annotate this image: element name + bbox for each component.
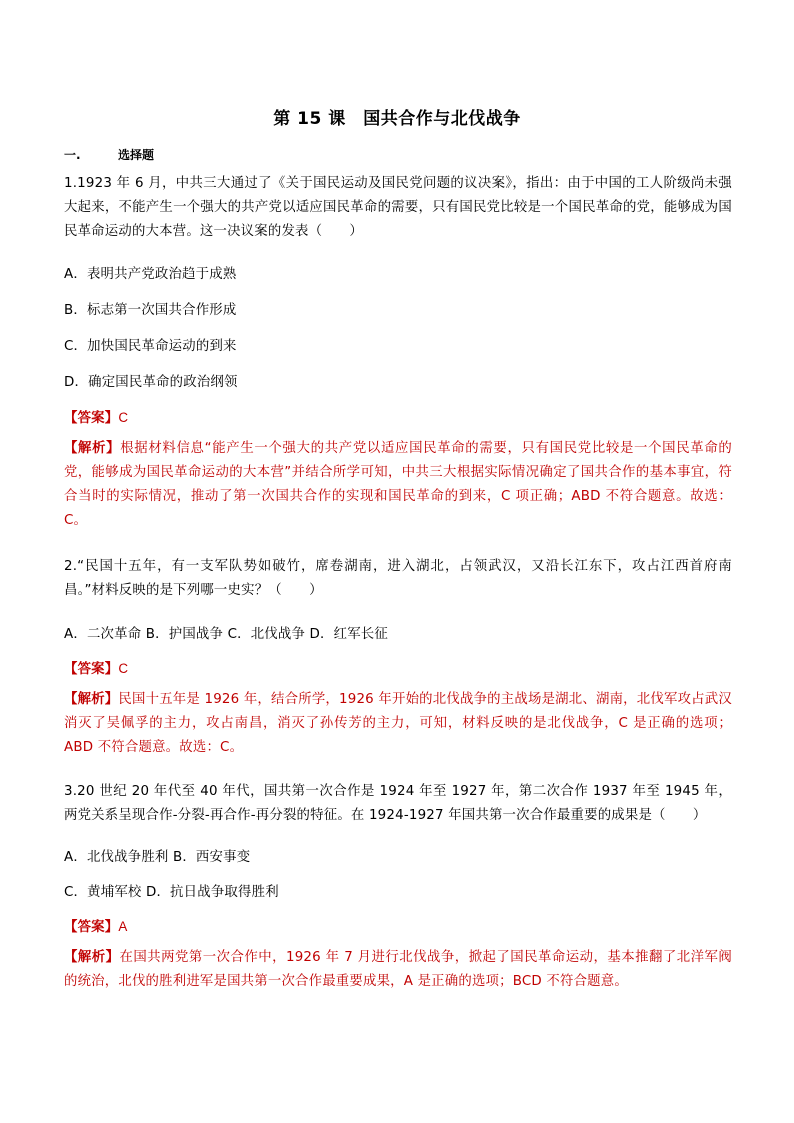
question-2-stem: 2.“民国十五年，有一支军队势如破竹，席卷湖南，进入湖北，占领武汉，又沿长江东下，攻占江西首府南昌。”材料反映的是下列哪一史实？（ ） [64,559,732,598]
question-3-stem: 3.20 世纪 20 年代至 40 年代，国共第一次合作是 1924 年至 1927 年，第二次合作 1937 年至 1945 年，两党关系呈现合作-分裂-再合作-再分裂的特征。在 1924-1927 年国共第一次合作最重要的成果是（ ） [64,784,732,823]
question-2-analysis [64,688,732,760]
analysis-text: 在国共两党第一次合作中，1926 年 7 月进行北伐战争，掀起了国民革命运动，基本推翻了北洋军阀的统治，北伐的胜利进军是国共第一次合作最重要成果，A 是正确的选项；BCD 不符合题意。 [64,950,732,989]
question-1-option-d: D．确定国民革命的政治纲领 [64,375,238,390]
question-3-options-line-2: C．黄埔军校 D．抗日战争取得胜利 [64,885,279,900]
answer-value: A [118,919,128,934]
analysis-label: 【解析】 [64,950,120,965]
analysis-text: 根据材料信息“能产生一个强大的共产党以适应国民革命的需要，只有国民党比较是一个国民革命的党，能够成为国民革命运动的大本营”并结合所学可知，中共三大根据实际情况确定了国共合作的基本事宜，符合当时的实际情况，推动了第一次国共合作的实现和国民革命的到来，C 项正确；ABD 不符合题意。故选：C。 [64,441,732,528]
question-3-analysis [64,946,732,994]
answer-label: 【答案】 [64,920,119,935]
question-1-analysis [64,437,732,533]
question-1-stem: 1.1923 年 6 月，中共三大通过了《关于国民运动及国民党问题的议决案》，指出：由于中国的工人阶级尚未强大起来，不能产生一个强大的共产党以适应国民革命的需要，只有国民党比较是一个国民革命的党，能够成为国民革命运动的大本营。这一决议案的发表（ ） [64,176,732,239]
section-number: 一. [64,148,81,162]
answer-value: C [118,410,129,425]
question-1-answer [64,407,128,426]
page-title: 第 15 课 国共合作与北伐战争 [273,109,521,129]
question-1-option-c: C．加快国民革命运动的到来 [64,339,237,354]
question-2-options: A．二次革命 B．护国战争 C．北伐战争 D．红军长征 [64,627,388,642]
question-3-options-line-1: A．北伐战争胜利 B．西安事变 [64,850,251,865]
analysis-text: 民国十五年是 1926 年，结合所学，1926 年开始的北伐战争的主战场是湖北、湖南，北伐军攻占武汉消灭了吴佩孚的主力，攻占南昌，消灭了孙传芳的主力，可知，材料反映的是北伐战争，C 是正确的选项；ABD 不符合题意。故选：C。 [64,692,732,755]
section-label: 选择题 [118,148,155,162]
question-1-option-b: B．标志第一次国共合作形成 [64,303,237,318]
section-heading [64,146,154,163]
question-3-answer [64,916,128,935]
answer-label: 【答案】 [64,662,119,677]
question-1-option-a: A．表明共产党政治趋于成熟 [64,267,237,282]
analysis-label: 【解析】 [64,692,119,707]
analysis-label: 【解析】 [64,441,121,456]
question-2-answer [64,658,128,677]
answer-value: C [118,661,129,676]
answer-label: 【答案】 [64,411,119,426]
